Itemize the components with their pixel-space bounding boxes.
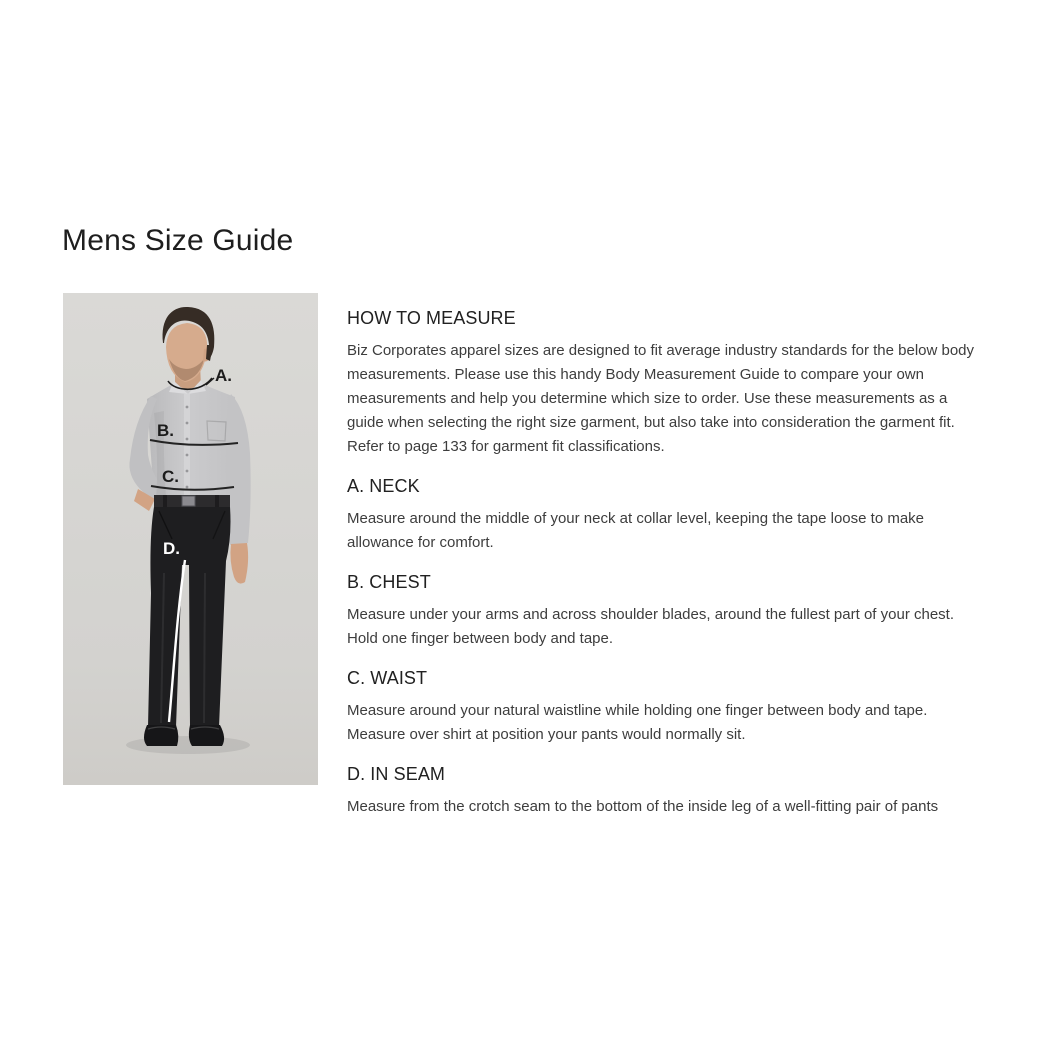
section-inseam-heading: D. IN SEAM (347, 764, 446, 784)
measure-content (347, 307, 979, 835)
section-neck (347, 475, 979, 555)
section-waist-heading: C. WAIST (347, 668, 428, 688)
section-chest-heading: B. CHEST (347, 572, 431, 592)
measurement-figure-illustration (63, 293, 318, 785)
section-inseam-body: Measure from the crotch seam to the bottom of the inside leg of a well-fitting pair of pants (347, 798, 939, 815)
section-chest (347, 571, 979, 651)
measurement-figure (63, 293, 318, 785)
how-to-measure-body: Biz Corporates apparel sizes are designed to fit average industry standards for the below body measurements. Please use this handy Body Measurement Guide to compare your own measurements and help you determine which size to order. Use these measurements as a guide when selecting the right size garment, but also take into consideration the garment fit. Refer to page 133 for garment fit classifications. (347, 342, 975, 455)
section-inseam (347, 763, 979, 819)
section-waist (347, 667, 979, 747)
section-waist-body: Measure around your natural waistline while holding one finger between body and tape. Measure over shirt at position your pants would normally sit. (347, 702, 928, 743)
figure-label-a: A. (215, 366, 232, 385)
figure-label-c: C. (162, 467, 179, 486)
section-neck-heading: A. NECK (347, 476, 420, 496)
page-title: Mens Size Guide (62, 224, 294, 257)
section-chest-body: Measure under your arms and across shoulder blades, around the fullest part of your chest. Hold one finger between body and tape. (347, 606, 954, 647)
how-to-measure-heading: HOW TO MEASURE (347, 308, 516, 328)
section-neck-body: Measure around the middle of your neck at collar level, keeping the tape loose to make allowance for comfort. (347, 510, 925, 551)
figure-label-d: D. (163, 539, 180, 558)
figure-label-b: B. (157, 421, 174, 440)
